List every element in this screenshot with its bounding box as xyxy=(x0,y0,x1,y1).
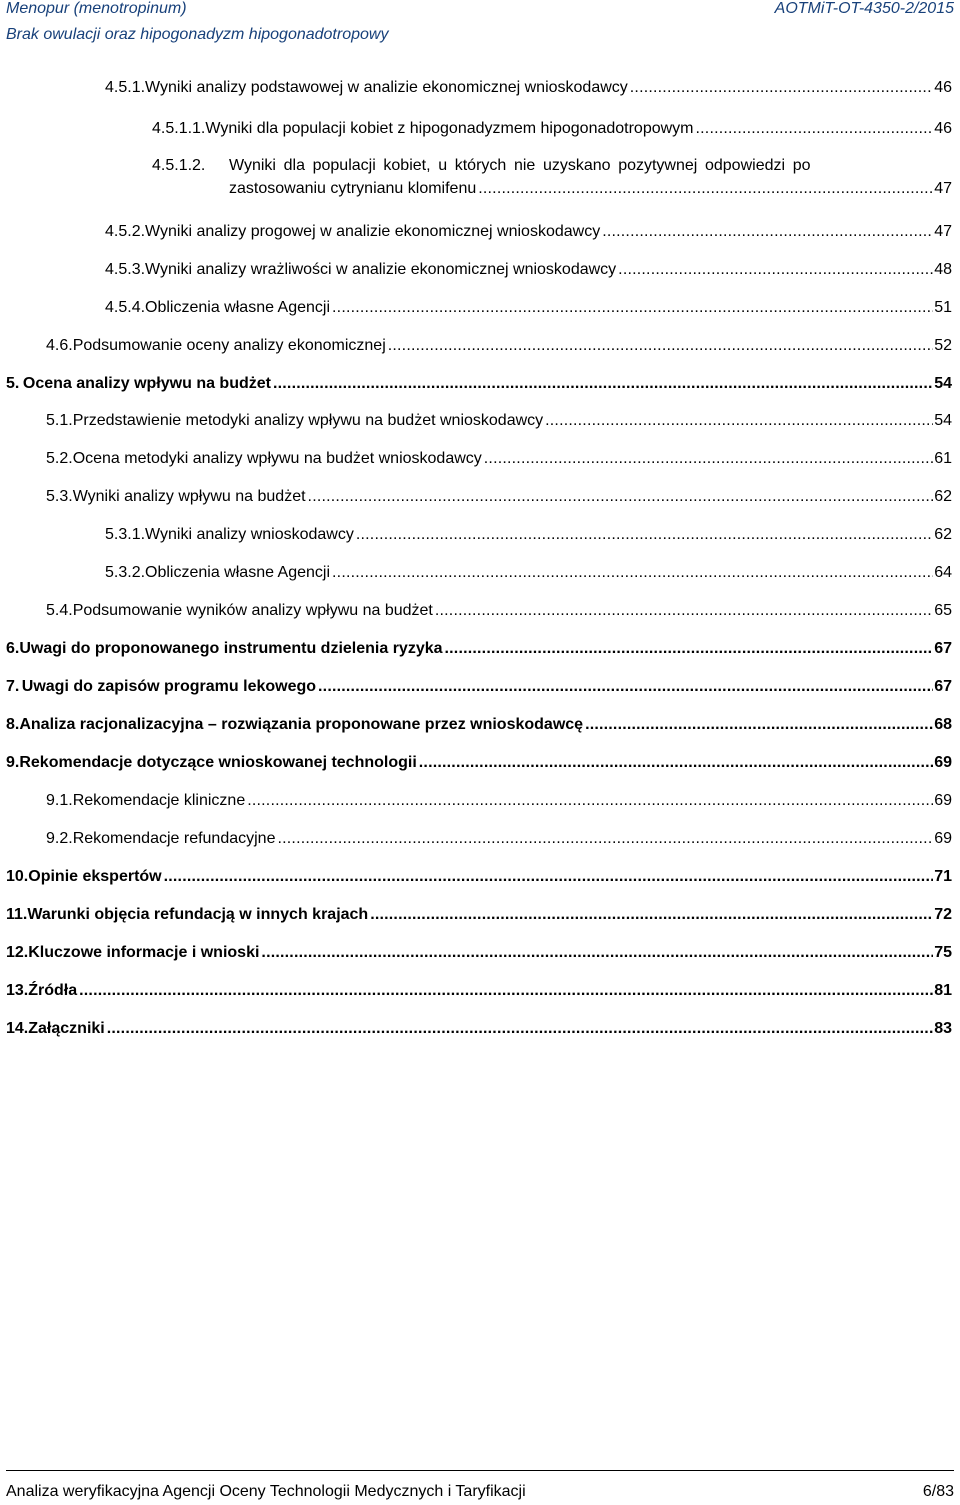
toc-entry-number: 7. xyxy=(6,678,20,695)
toc-entry-number: 11. xyxy=(6,906,28,923)
toc-entry[interactable] xyxy=(105,78,952,98)
toc-entry[interactable] xyxy=(46,449,952,469)
toc-entry[interactable] xyxy=(105,222,952,242)
toc-leader-dots xyxy=(273,374,933,394)
toc-entry-page: 65 xyxy=(934,602,952,619)
toc-entry-page: 54 xyxy=(934,375,952,392)
toc-leader-dots xyxy=(602,222,933,242)
toc-leader-dots xyxy=(332,298,933,318)
toc-entry-title: Obliczenia własne Agencji xyxy=(145,564,331,581)
toc-entry-title: Załączniki xyxy=(28,1020,105,1037)
toc-entry-number: 5. xyxy=(6,375,20,392)
toc-entry[interactable] xyxy=(6,753,952,773)
toc-entry-number: 5.2. xyxy=(46,450,73,467)
toc-entry-page: 64 xyxy=(934,564,952,581)
toc-entry-page: 68 xyxy=(934,716,952,733)
toc-entry-number: 9.2. xyxy=(46,830,73,847)
toc-entry-number: 5.3.1. xyxy=(105,526,146,543)
toc-entry-number: 5.1. xyxy=(46,412,73,429)
toc-entry[interactable] xyxy=(6,715,952,735)
toc-entry[interactable] xyxy=(46,487,952,507)
toc-entry-title: zastosowaniu cytrynianu klomifenu xyxy=(229,180,477,197)
toc-leader-dots xyxy=(478,179,933,199)
toc-entry-page: 67 xyxy=(934,678,952,695)
toc-entry-page: 69 xyxy=(934,754,952,771)
toc-entry-title: Rekomendacje refundacyjne xyxy=(72,830,276,847)
toc-entry-title: Uwagi do zapisów programu lekowego xyxy=(21,678,317,695)
toc-leader-dots xyxy=(370,905,933,925)
toc-entry-title: Wyniki analizy wrażliwości w analizie ekonomicznej wnioskodawcy xyxy=(145,261,617,278)
toc-entry[interactable] xyxy=(46,829,952,849)
toc-entry[interactable] xyxy=(6,639,952,659)
toc-entry-page: 72 xyxy=(934,906,952,923)
toc-entry-number: 5.3.2. xyxy=(105,564,146,581)
toc-leader-dots xyxy=(545,411,933,431)
toc-entry-page: 71 xyxy=(934,868,952,885)
header-indication: Brak owulacji oraz hipogonadyzm hipogonadotropowy xyxy=(6,26,389,43)
toc-leader-dots xyxy=(445,639,934,659)
toc-leader-dots xyxy=(388,336,933,356)
toc-leader-dots xyxy=(618,260,933,280)
toc-entry-title: Obliczenia własne Agencji xyxy=(145,299,331,316)
toc-entry[interactable] xyxy=(46,336,952,356)
toc-entry[interactable] xyxy=(6,1019,952,1039)
toc-entry-page: 83 xyxy=(934,1020,952,1037)
toc-leader-dots xyxy=(696,119,934,139)
toc-leader-dots xyxy=(435,601,933,621)
toc-leader-dots xyxy=(277,829,933,849)
toc-entry-number: 4.5.1.1. xyxy=(152,120,206,137)
toc-entry[interactable] xyxy=(152,119,952,139)
toc-entry-title: Wyniki analizy podstawowej w analizie ekonomicznej wnioskodawcy xyxy=(145,79,628,96)
toc-entry[interactable] xyxy=(46,601,952,621)
toc-entry-title: Wyniki analizy progowej w analizie ekonomicznej wnioskodawcy xyxy=(145,223,601,240)
toc-entry-number: 6. xyxy=(6,640,20,657)
toc-leader-dots xyxy=(585,715,933,735)
toc-entry-title: Podsumowanie oceny analizy ekonomicznej xyxy=(72,337,386,354)
toc-entry-number: 5.3. xyxy=(46,488,73,505)
toc-leader-dots xyxy=(630,78,933,98)
toc-entry[interactable] xyxy=(46,791,952,811)
toc-entry-page: 69 xyxy=(934,792,952,809)
toc-entry[interactable] xyxy=(6,374,952,394)
toc-entry-page: 67 xyxy=(934,640,952,657)
toc-entry-page: 81 xyxy=(934,982,952,999)
toc-entry-title: Wyniki dla populacji kobiet z hipogonadyzmem hipogonadotropowym xyxy=(205,120,694,137)
header-document-id: AOTMiT-OT-4350-2/2015 xyxy=(774,0,954,17)
toc-entry-number: 9. xyxy=(6,754,20,771)
toc-entry-title-line1: Wyniki dla populacji kobiet, u których nie uzyskano pozytywnej odpowiedzi po xyxy=(229,157,811,174)
toc-entry-title: Opinie ekspertów xyxy=(28,868,162,885)
toc-entry-number: 9.1. xyxy=(46,792,73,809)
toc-entry-title: Analiza racjonalizacyjna – rozwiązania proponowane przez wnioskodawcę xyxy=(19,716,584,733)
toc-leader-dots xyxy=(79,981,933,1001)
toc-entry[interactable] xyxy=(105,563,952,583)
toc-entry-title: Ocena analizy wpływu na budżet xyxy=(22,375,271,392)
toc-entry-page: 51 xyxy=(934,299,952,316)
footer-agency-name: Analiza weryfikacyjna Agencji Oceny Technologii Medycznych i Taryfikacji xyxy=(6,1483,526,1500)
toc-entry-title: Wyniki analizy wnioskodawcy xyxy=(145,526,354,543)
page-header xyxy=(6,0,954,54)
toc-entry[interactable] xyxy=(6,677,952,697)
footer-page-number: 6/83 xyxy=(922,1483,954,1500)
toc-leader-dots xyxy=(261,943,933,963)
toc-entry[interactable] xyxy=(6,981,952,1001)
toc-entry-number: 4.5.3. xyxy=(105,261,146,278)
toc-entry-number: 4.6. xyxy=(46,337,73,354)
toc-leader-dots xyxy=(247,791,933,811)
toc-entry[interactable] xyxy=(6,943,952,963)
toc-entry-page: 47 xyxy=(934,223,952,240)
toc-leader-dots xyxy=(318,677,933,697)
toc-entry[interactable] xyxy=(105,298,952,318)
toc-entry-page: 54 xyxy=(934,412,952,429)
toc-entry-number: 8. xyxy=(6,716,20,733)
toc-leader-dots xyxy=(484,449,933,469)
toc-entry-number: 14. xyxy=(6,1020,29,1037)
toc-entry-number: 4.5.1. xyxy=(105,79,146,96)
toc-entry-title: Ocena metodyki analizy wpływu na budżet wnioskodawcy xyxy=(72,450,482,467)
toc-leader-dots xyxy=(164,867,934,887)
toc-entry-title: Rekomendacje dotyczące wnioskowanej technologii xyxy=(19,754,417,771)
header-drug-name: Menopur (menotropinum) xyxy=(6,0,187,17)
toc-entry-page: 47 xyxy=(934,180,952,197)
toc-entry-page: 46 xyxy=(934,120,952,137)
toc-leader-dots xyxy=(332,563,933,583)
toc-entry[interactable] xyxy=(6,867,952,887)
toc-entry-title: Wyniki analizy wpływu na budżet xyxy=(72,488,306,505)
toc-leader-dots xyxy=(107,1019,933,1039)
toc-entry[interactable] xyxy=(105,525,952,545)
toc-entry-title: Warunki objęcia refundacją w innych krajach xyxy=(27,906,369,923)
toc-entry[interactable] xyxy=(6,905,952,925)
toc-entry-page: 69 xyxy=(934,830,952,847)
toc-entry-title: Źródła xyxy=(28,982,78,999)
page-footer xyxy=(6,1470,954,1501)
toc-entry-number: 4.5.4. xyxy=(105,299,146,316)
toc-leader-dots xyxy=(356,525,933,545)
toc-entry[interactable] xyxy=(105,260,952,280)
toc-entry[interactable] xyxy=(46,411,952,431)
toc-entry-title: Przedstawienie metodyki analizy wpływu na budżet wnioskodawcy xyxy=(72,412,544,429)
toc-entry-page: 75 xyxy=(934,944,952,961)
toc-leader-dots xyxy=(419,753,933,773)
toc-entry-title: Podsumowanie wyników analizy wpływu na budżet xyxy=(72,602,433,619)
toc-entry-number: 12. xyxy=(6,944,29,961)
toc-entry-number: 4.5.1.2. xyxy=(152,157,206,174)
toc-leader-dots xyxy=(308,487,934,507)
toc-entry-page: 62 xyxy=(934,526,952,543)
toc-entry-number: 4.5.2. xyxy=(105,223,146,240)
toc-entry-title: Kluczowe informacje i wnioski xyxy=(28,944,260,961)
toc-entry-title: Rekomendacje kliniczne xyxy=(72,792,246,809)
toc-entry-number: 5.4. xyxy=(46,602,73,619)
toc-entry-number: 13. xyxy=(6,982,29,999)
toc-entry-page: 46 xyxy=(934,79,952,96)
toc-entry-page: 62 xyxy=(934,488,952,505)
toc-entry-number: 10. xyxy=(6,868,29,885)
toc-entry-title: Uwagi do proponowanego instrumentu dzielenia ryzyka xyxy=(19,640,443,657)
toc-entry-page: 61 xyxy=(934,450,952,467)
toc-entry-page: 48 xyxy=(934,261,952,278)
toc-entry[interactable] xyxy=(152,156,952,199)
toc-entry-page: 52 xyxy=(934,337,952,354)
